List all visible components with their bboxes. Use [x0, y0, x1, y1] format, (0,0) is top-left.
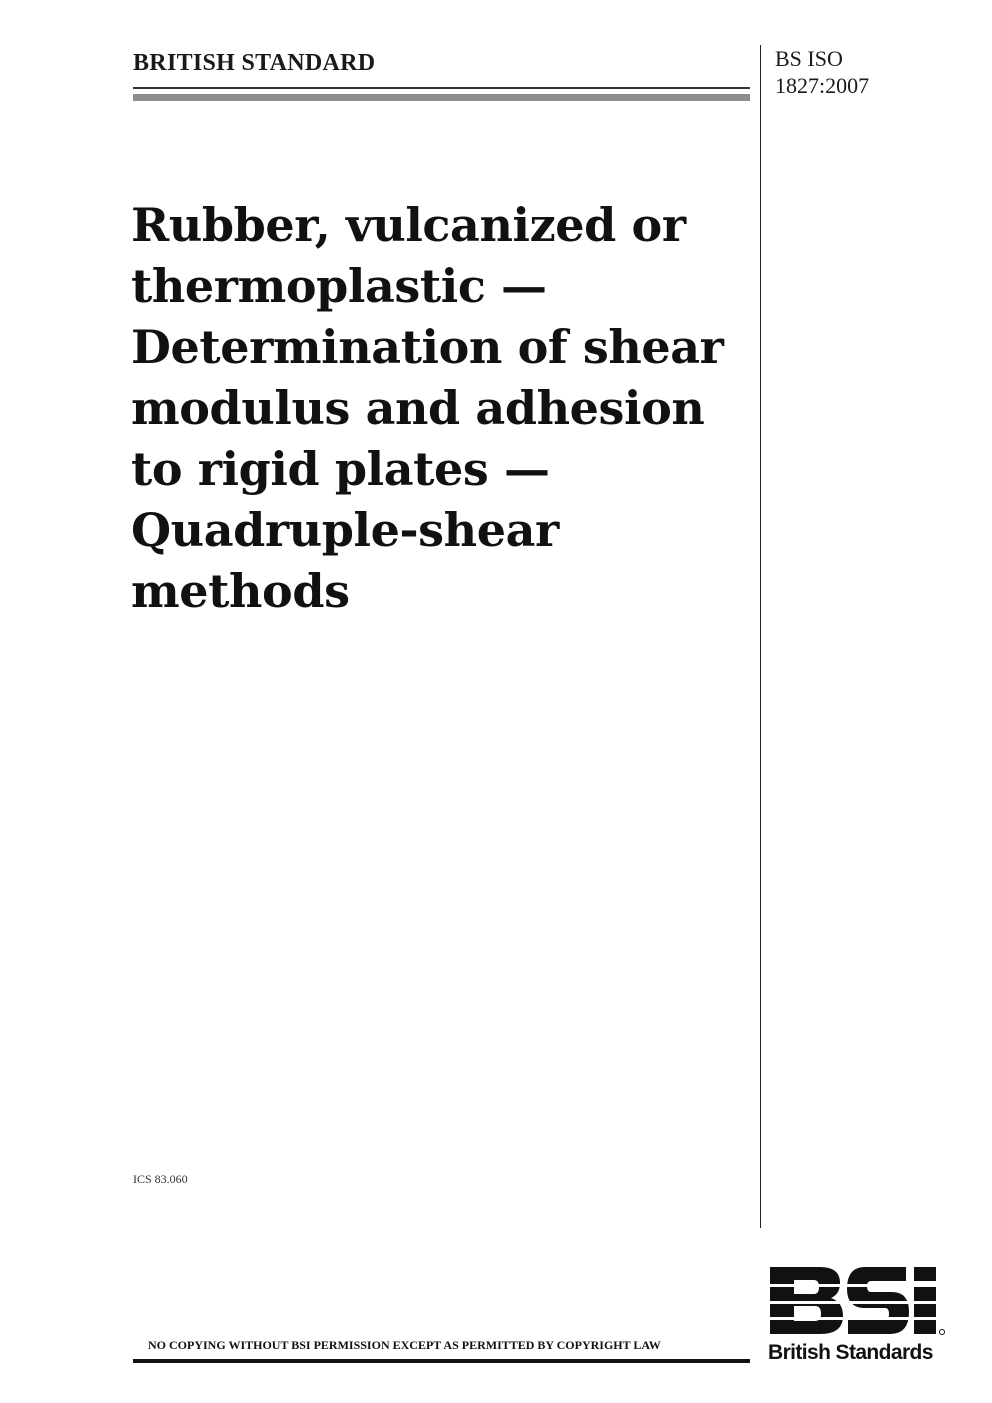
ics-code: ICS 83.060 — [133, 1172, 188, 1186]
header-label: BRITISH STANDARD — [133, 50, 376, 76]
document-number-line-2: 1827:2007 — [775, 73, 870, 98]
header-rule-thick — [133, 94, 750, 101]
copyright-notice: NO COPYING WITHOUT BSI PERMISSION EXCEPT AS PERMITTED BY COPYRIGHT LAW — [148, 1338, 661, 1352]
title-line: Rubber, vulcanized or — [131, 198, 686, 252]
document-number — [775, 45, 985, 99]
header-rule-thin — [133, 87, 750, 89]
title-line: to rigid plates — — [131, 442, 550, 496]
title-line: Quadruple-shear — [131, 503, 559, 557]
margin-divider — [760, 45, 761, 1228]
document-title — [131, 195, 756, 622]
title-line: Determination of shear — [131, 320, 724, 374]
title-line: thermoplastic — — [131, 259, 547, 313]
title-line: methods — [131, 564, 350, 618]
bsi-logo-subtitle: British Standards — [768, 1341, 933, 1364]
title-line: modulus and adhesion — [131, 381, 705, 435]
footer-rule — [133, 1359, 750, 1363]
document-number-line-1: BS ISO — [775, 46, 843, 71]
